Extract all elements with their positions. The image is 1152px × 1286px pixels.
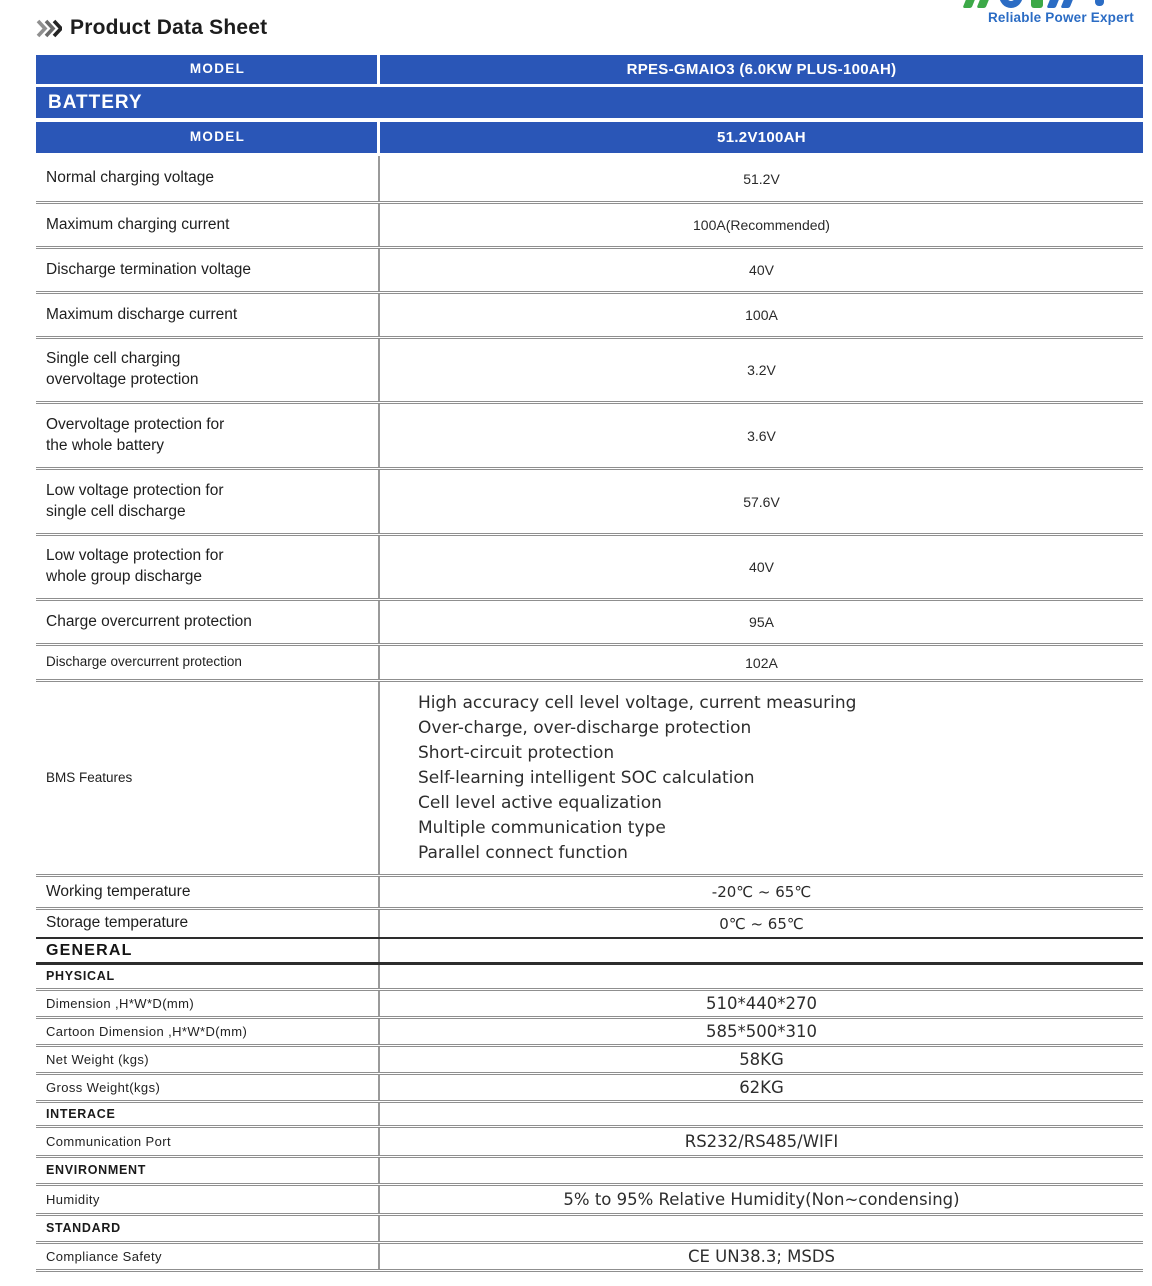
- spec-table: [36, 55, 1143, 1272]
- subsection-header-row: [36, 1213, 1143, 1241]
- feature-list-item: Parallel connect function: [418, 842, 628, 863]
- row-label: [36, 646, 380, 679]
- row-value-text: 40V: [749, 262, 774, 278]
- table-row: [36, 201, 1143, 246]
- row-label: [36, 1019, 380, 1044]
- table-row: [36, 291, 1143, 336]
- row-label-line: Cartoon Dimension ,H*W*D(mm): [46, 1023, 248, 1039]
- section-header-row: [36, 937, 1143, 965]
- row-value: [380, 536, 1143, 598]
- table-row: [36, 1183, 1143, 1213]
- row-value: [380, 965, 1143, 988]
- row-label: [36, 156, 380, 201]
- row-label: [36, 682, 380, 874]
- row-label-line: Overvoltage protection for: [46, 415, 225, 433]
- row-value: [380, 204, 1143, 246]
- row-label: [36, 1216, 380, 1241]
- row-label: [36, 991, 380, 1016]
- row-label-line: single cell discharge: [46, 502, 186, 520]
- row-label: [36, 877, 380, 907]
- row-label-line: Gross Weight(kgs): [46, 1079, 161, 1095]
- row-label: [36, 601, 380, 643]
- row-value: [380, 601, 1143, 643]
- row-label-line: Maximum charging current: [46, 215, 230, 233]
- row-value-text: 510*440*270: [706, 994, 817, 1013]
- row-value-text: RPES-GMAIO3 (6.0KW PLUS-100AH): [626, 61, 897, 78]
- row-label: [36, 1186, 380, 1213]
- triple-chevron-icon: [36, 19, 62, 38]
- row-value-text: 100A: [745, 307, 778, 323]
- row-label-line: whole group discharge: [46, 568, 202, 585]
- row-label: [36, 404, 380, 467]
- category-banner-row: [36, 87, 1143, 118]
- logo-fragment-icon: [999, 0, 1023, 8]
- row-value: [380, 1216, 1143, 1241]
- row-value: [380, 1019, 1143, 1044]
- table-row: [36, 907, 1143, 937]
- logo-fragment-icon: [1031, 0, 1043, 8]
- feature-list-item: Self-learning intelligent SOC calculation: [418, 767, 755, 788]
- row-label: [36, 1075, 380, 1100]
- row-label-line: the whole battery: [46, 436, 165, 454]
- row-label: [36, 1158, 380, 1183]
- row-label-line: Discharge overcurrent protection: [46, 654, 242, 670]
- row-label-line: Dimension ,H*W*D(mm): [46, 995, 195, 1011]
- row-value-text: 100A(Recommended): [693, 217, 830, 233]
- row-label-line: Communication Port: [46, 1133, 171, 1149]
- row-value-text: 57.6V: [743, 493, 780, 510]
- row-label-line: Discharge termination voltage: [46, 260, 252, 278]
- row-label: [36, 339, 380, 401]
- row-label: [36, 249, 380, 291]
- page-title: Product Data Sheet: [70, 16, 268, 39]
- row-value: [380, 646, 1143, 679]
- feature-list-item: High accuracy cell level voltage, current measuring: [418, 692, 857, 713]
- subsection-header-row: [36, 965, 1143, 988]
- row-label-line: GENERAL: [46, 941, 133, 959]
- table-header-row: [36, 55, 1143, 84]
- row-label: [36, 470, 380, 533]
- row-label-line: Compliance Safety: [46, 1248, 162, 1264]
- row-value: [380, 1103, 1143, 1125]
- row-label-line: Normal charging voltage: [46, 169, 215, 187]
- table-row: [36, 874, 1143, 907]
- brand-logo-mark-fragments: [961, 0, 1136, 9]
- table-row: [36, 679, 1143, 874]
- table-row: [36, 1241, 1143, 1269]
- row-label-line: STANDARD: [46, 1221, 121, 1236]
- table-row: [36, 598, 1143, 643]
- row-value: [380, 339, 1143, 401]
- row-value: [380, 910, 1143, 937]
- page-header: [0, 0, 1152, 55]
- row-value-text: 0℃ ~ 65℃: [719, 914, 804, 933]
- table-row: [36, 246, 1143, 291]
- row-value: [380, 1075, 1143, 1100]
- table-row: [36, 401, 1143, 467]
- row-label: [36, 536, 380, 598]
- page-title-row: [36, 16, 267, 40]
- row-label-line: Net Weight (kgs): [46, 1051, 149, 1067]
- row-label-line: Storage temperature: [46, 914, 189, 932]
- feature-list-item: Over-charge, over-discharge protection: [418, 717, 752, 738]
- row-label: [36, 55, 380, 84]
- row-value-text: 40V: [749, 559, 774, 575]
- row-label-line: INTERACE: [46, 1106, 116, 1121]
- row-value: [380, 249, 1143, 291]
- row-label-line: BMS Features: [46, 769, 133, 785]
- feature-list-item: Short-circuit protection: [418, 742, 615, 763]
- row-value-text: 95A: [749, 614, 774, 630]
- row-value: [380, 877, 1143, 907]
- subsection-header-row: [36, 1155, 1143, 1183]
- row-label: [36, 939, 380, 962]
- category-banner-label: BATTERY: [48, 91, 143, 113]
- row-label: [36, 294, 380, 336]
- row-value-text: 51.2V100AH: [717, 129, 806, 146]
- logo-fragment-icon: [1095, 0, 1104, 6]
- table-row: [36, 1072, 1143, 1100]
- table-row: [36, 533, 1143, 598]
- table-row: [36, 467, 1143, 533]
- feature-list-item: Cell level active equalization: [418, 792, 662, 813]
- row-label-line: ENVIRONMENT: [46, 1163, 147, 1178]
- row-value: [380, 294, 1143, 336]
- logo-fragment-icon: [977, 0, 995, 8]
- row-value-text: RS232/RS485/WIFI: [684, 1132, 839, 1151]
- logo-fragment-icon: [1061, 0, 1079, 8]
- row-value: [380, 1128, 1143, 1155]
- table-row: [36, 1125, 1143, 1155]
- row-label-line: MODEL: [189, 129, 246, 145]
- row-label-line: Low voltage protection for: [46, 547, 224, 565]
- row-label: [36, 122, 380, 153]
- row-label: [36, 1103, 380, 1125]
- row-label-line: Humidity: [46, 1191, 100, 1207]
- row-label: [36, 1128, 380, 1155]
- row-value-text: 102A: [745, 654, 778, 671]
- row-value-text: 3.6V: [747, 427, 776, 444]
- row-value: [380, 1158, 1143, 1183]
- row-label-line: overvoltage protection: [46, 371, 199, 388]
- row-value: [380, 682, 1143, 874]
- row-label-line: Single cell charging: [46, 350, 181, 368]
- row-label: [36, 204, 380, 246]
- row-value: [380, 1047, 1143, 1072]
- row-value-text: 585*500*310: [706, 1022, 817, 1041]
- table-row: [36, 336, 1143, 401]
- row-value-text: 3.2V: [747, 362, 776, 378]
- row-value-text: CE UN38.3; MSDS: [687, 1247, 836, 1266]
- row-label-line: Low voltage protection for: [46, 481, 224, 499]
- row-value: [380, 470, 1143, 533]
- row-label: [36, 910, 380, 937]
- brand-logo: [961, 0, 1136, 25]
- row-value: [380, 156, 1143, 201]
- table-row: [36, 156, 1143, 201]
- brand-tagline: Reliable Power Expert: [987, 10, 1134, 25]
- row-value-text: 58KG: [739, 1050, 784, 1069]
- subsection-header-row: [36, 1100, 1143, 1125]
- row-value: [380, 1186, 1143, 1213]
- row-value: [380, 404, 1143, 467]
- row-label-line: PHYSICAL: [46, 969, 115, 984]
- row-label: [36, 1244, 380, 1269]
- row-value: [380, 991, 1143, 1016]
- table-row: [36, 1016, 1143, 1044]
- row-value: [380, 55, 1143, 84]
- table-header-row: [36, 122, 1143, 153]
- row-label-line: Working temperature: [46, 882, 191, 900]
- table-row: [36, 1044, 1143, 1072]
- row-value: [380, 939, 1143, 962]
- row-value: [380, 122, 1143, 153]
- row-value-text: 62KG: [739, 1078, 784, 1097]
- row-value-text: -20℃ ~ 65℃: [711, 883, 812, 901]
- row-label-line: Maximum discharge current: [46, 305, 238, 323]
- row-value-text: 5% to 95% Relative Humidity(Non~condensing): [563, 1190, 960, 1209]
- table-row: [36, 988, 1143, 1016]
- row-value-text: 51.2V: [743, 170, 780, 187]
- table-row: [36, 643, 1143, 679]
- row-label-line: MODEL: [189, 61, 246, 77]
- row-label-line: Charge overcurrent protection: [46, 612, 252, 630]
- feature-list-item: Multiple communication type: [418, 817, 666, 838]
- row-label: [36, 1047, 380, 1072]
- row-label: [36, 965, 380, 988]
- row-value: [380, 1244, 1143, 1269]
